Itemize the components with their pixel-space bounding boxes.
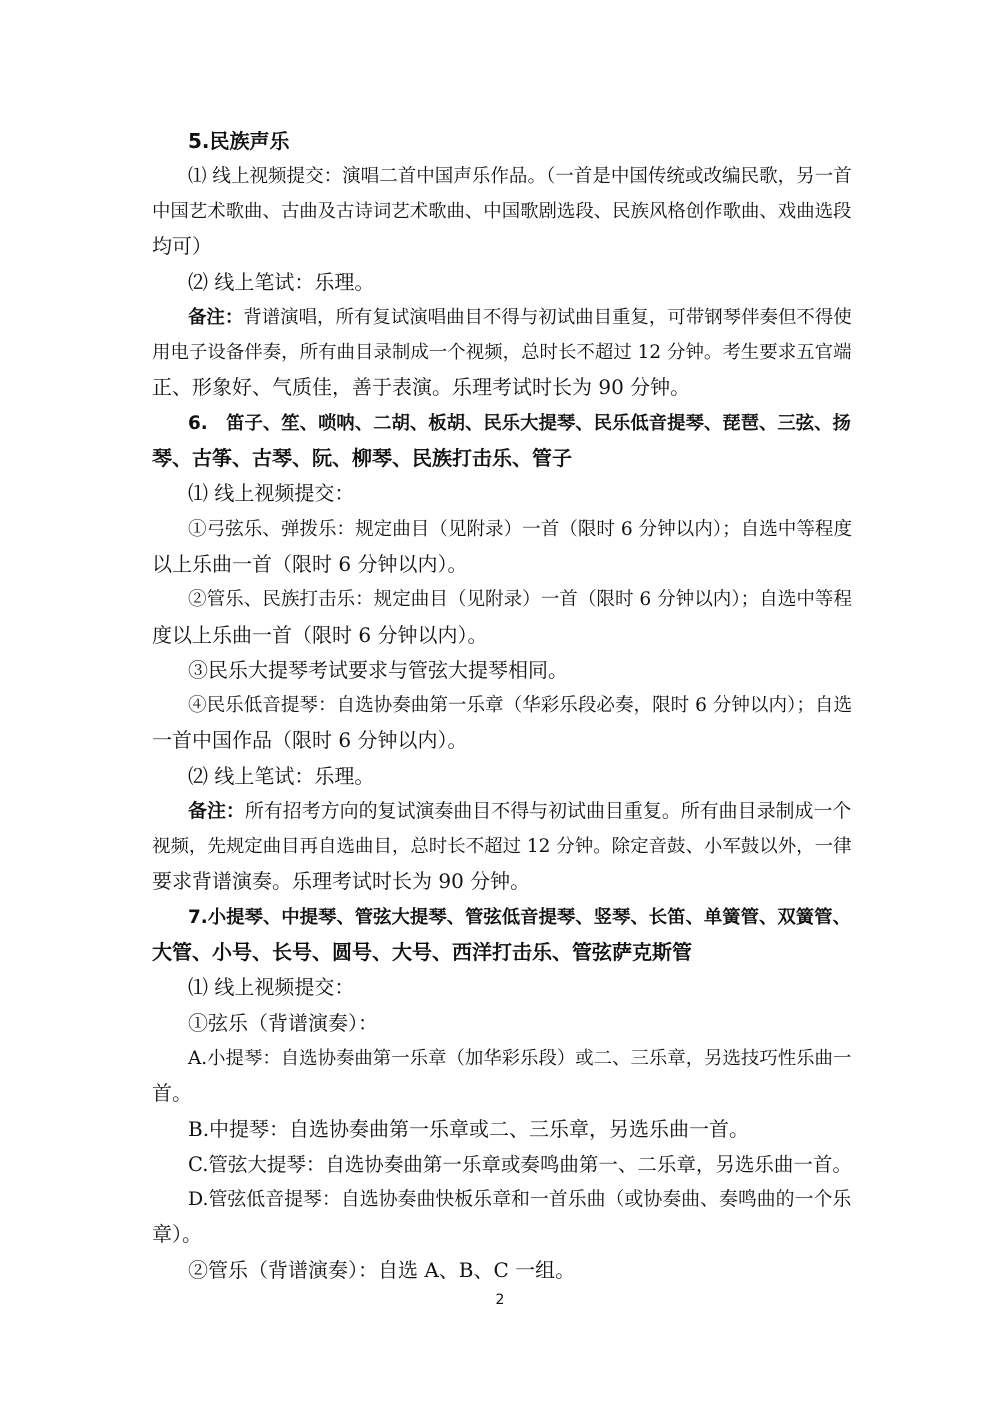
paragraph-line: ③民乐大提琴考试要求与管弦大提琴相同。 [188,658,568,682]
paragraph-line: ②管乐（背谱演奏）：自选 A、B、C 一组。 [188,1258,576,1282]
paragraph-line: ②管乐、民族打击乐：规定曲目（见附录）一首（限时 6 分钟以内）；自选中等程 [188,589,853,610]
paragraph-line: 用电子设备伴奏，所有曲目录制成一个视频，总时长不超过 12 分钟。考生要求五官端 [152,342,852,363]
paragraph-line: ⑵ 线上笔试：乐理。 [188,270,375,294]
section-6-heading: 6. 笛子、笙、唢呐、二胡、板胡、民乐大提琴、民乐低音提琴、琵琶、三弦、扬 [188,413,851,434]
note-label: 备注： [188,800,245,822]
paragraph-line: 中国艺术歌曲、古曲及古诗词艺术歌曲、中国歌剧选段、民族风格创作歌曲、戏曲选段 [152,201,852,222]
paragraph-line: ⑴ 线上视频提交： [188,975,355,999]
paragraph-line: ①弦乐（背谱演奏）： [188,1011,378,1035]
paragraph-line: 要求背谱演奏。乐理考试时长为 90 分钟。 [152,869,531,893]
page-number: 2 [495,1292,505,1308]
note-text: 所有招考方向的复试演奏曲目不得与初试曲目重复。所有曲目录制成一个 [244,800,852,822]
paragraph-line: 视频，先规定曲目再自选曲目，总时长不超过 12 分钟。除定音鼓、小军鼓以外，一律 [152,836,852,857]
paragraph-line: ⑴ 线上视频提交：演唱二首中国声乐作品。（一首是中国传统或改编民歌，另一首 [188,166,852,187]
section-7-heading: 7.小提琴、中提琴、管弦大提琴、管弦低音提琴、竖琴、长笛、单簧管、双簧管、 [188,907,851,928]
paragraph-line: ①弓弦乐、弹拨乐：规定曲目（见附录）一首（限时 6 分钟以内）；自选中等程度 [188,519,853,540]
paragraph-line: C.管弦大提琴：自选协奏曲第一乐章或奏鸣曲第一、二乐章，另选乐曲一首。 [188,1153,852,1176]
note-line [188,794,851,829]
paragraph-line: ④民乐低音提琴：自选协奏曲第一乐章（华彩乐段必奏，限时 6 分钟以内）；自选 [188,695,853,716]
paragraph-line: 均可） [152,234,212,258]
note-text: 背谱演唱，所有复试演唱曲目不得与初试曲目重复，可带钢琴伴奏但不得使 [243,307,852,328]
paragraph-line: B.中提琴：自选协奏曲第一乐章或二、三乐章，另选乐曲一首。 [188,1117,750,1141]
paragraph-line: D.管弦低音提琴：自选协奏曲快板乐章和一首乐曲（或协奏曲、奏鸣曲的一个乐 [188,1188,852,1210]
paragraph-line: 首。 [152,1081,192,1105]
paragraph-line: 一首中国作品（限时 6 分钟以内）。 [152,728,468,752]
paragraph-line: A.小提琴：自选协奏曲第一乐章（加华彩乐段）或二、三乐章，另选技巧性乐曲一 [188,1048,852,1069]
note-label: 备注： [188,307,244,328]
paragraph-line: 正、形象好、气质佳，善于表演。乐理考试时长为 90 分钟。 [152,375,691,399]
paragraph-line: 章）。 [152,1222,202,1246]
paragraph-line: ⑵ 线上笔试：乐理。 [188,764,375,788]
note-line [188,300,852,335]
paragraph-line: ⑴ 线上视频提交： [188,481,355,505]
paragraph-line: 度以上乐曲一首（限时 6 分钟以内）。 [152,623,488,647]
section-5-heading: 5.民族声乐 [188,129,290,153]
section-7-heading-cont: 大管、小号、长号、圆号、大号、西洋打击乐、管弦萨克斯管 [152,940,692,964]
paragraph-line: 以上乐曲一首（限时 6 分钟以内）。 [152,552,468,576]
section-6-heading-cont: 琴、古筝、古琴、阮、柳琴、民族打击乐、管子 [152,446,572,470]
